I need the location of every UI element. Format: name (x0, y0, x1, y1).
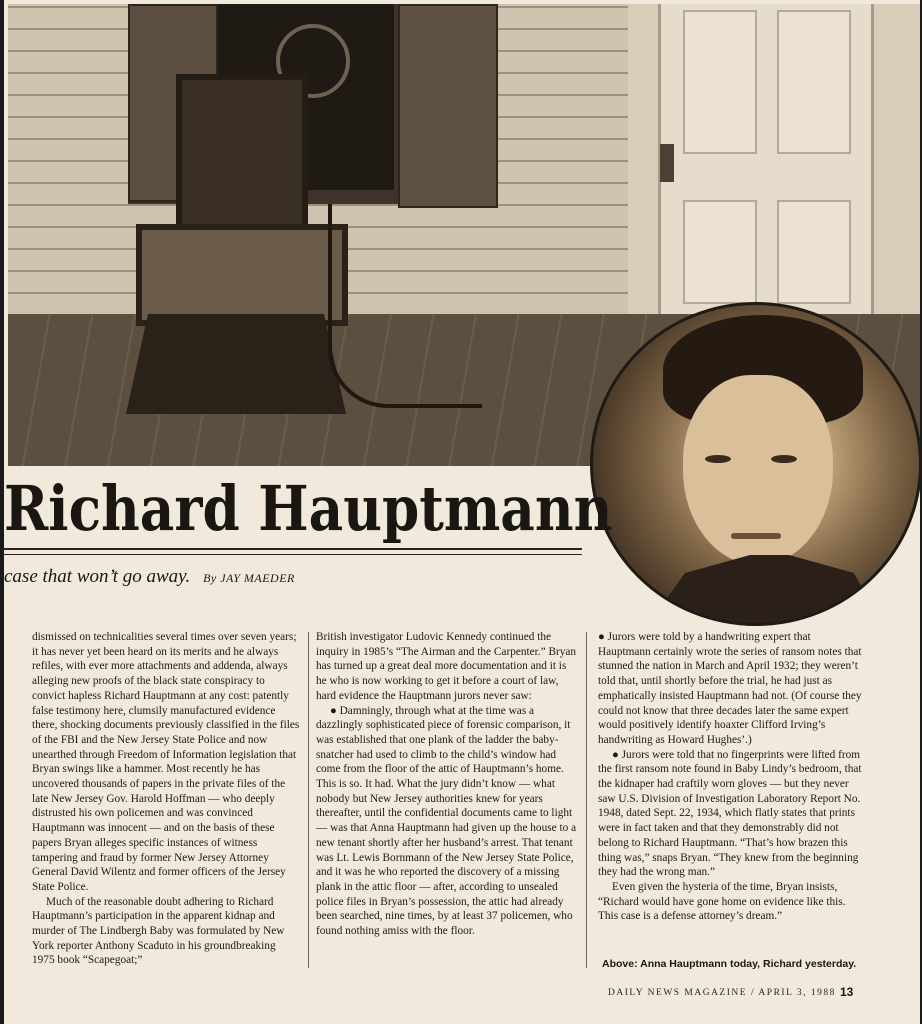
headline-rule (4, 548, 582, 550)
page-footer: DAILY NEWS MAGAZINE / APRIL 3, 1988 (608, 988, 836, 998)
headline: Richard Hauptmann (4, 472, 613, 545)
paragraph: dismissed on technicalities several times over seven years; it has never yet been heard on its merits and he always refiles, with ever more attachments and addenda, always alleging new proofs of the black state conspiracy to convict hapless Richard Hauptmann at any cost: patently false testimony here, clumsily manufactured evidence there, shocking documents previously classified in the files of the FBI and the New Jersey State Police and now unearthed through Freedom of Information legislation that Bryan swings like a hammer. Most recently he has uncovered thousands of papers in the private files of the late New Jersey Gov. Harold Hoffman — who deeply distrusted his own policemen and was convinced Hauptmann was innocent — and on the basis of these papers Bryan alleges specific instances of witness tampering and fraud by former New Jersey Attorney General David Wilentz and former officers of the Jersey State Police. (32, 631, 300, 893)
article-column-3 (598, 630, 866, 924)
hauptmann-portrait (590, 302, 920, 626)
photo-caption: Above: Anna Hauptmann today, Richard yesterday. (602, 958, 857, 970)
subhead (4, 566, 295, 588)
paragraph: British investigator Ludovic Kennedy continued the inquiry in 1985’s “The Airman and the Carpenter.” Bryan has turned up a great deal more documentation and it is he who is now working to get it before a court of law, hard evidence the Hauptmann jurors never saw: (316, 631, 577, 702)
magazine-page (4, 0, 920, 1024)
paragraph: ● Damningly, through what at the time was a dazzlingly sophisticated piece of forensic comparison, it was established that one plank of the ladder the baby-snatcher had used to climb to the child’s window had come from the floor of the attic of Hauptmann’s home. This is so. It had. What the jury didn’t know — what nobody but New Jersey authorities knew for years thereafter, until the confidential documents came to light — was that Anna Hauptmann had given up the house to a new tenant shortly after her husband’s arrest. That tenant was Lt. Lewis Bornmann of the New Jersey State Police, and it was he who reported the discovery of a missing plank in the attic floor — after, according to unsealed police files in Bryan’s possession, the attic had already been searched, nine times, by at least 37 policemen, who found nothing amiss with the floor. (316, 704, 577, 938)
page-number: 13 (840, 985, 854, 999)
column-divider (586, 632, 587, 968)
column-divider (308, 632, 309, 968)
electric-chair (126, 74, 346, 424)
article-column-1 (32, 630, 300, 968)
subhead-text: case that won’t go away. (4, 566, 191, 587)
paragraph: Much of the reasonable doubt adhering to Richard Hauptmann’s participation in the apparent kidnap and murder of The Lindbergh Baby was formulated by New York reporter Anthony Scaduto in his groundbreaking 1975 book “Scapegoat;” (32, 895, 285, 967)
headline-rule-thin (4, 554, 582, 555)
door (658, 4, 874, 324)
paragraph: Even given the hysteria of the time, Bryan insists, “Richard would have gone home on evidence like this. This case is a defense attorney’s dream.” (598, 880, 846, 923)
paragraph: ● Jurors were told by a handwriting expert that Hauptmann certainly wrote the series of ransom notes that stunned the nation in March and April 1932; they weren’t told that, until shortly before the trial, he had just as emphatically insisted Hauptmann had not. (Of course they could not know that three decades later the same expert would positively identify hoaxter Clifford Irving’s handwriting as Howard Hughes’.) (598, 631, 862, 746)
byline: By JAY MAEDER (203, 571, 295, 585)
article-column-2 (316, 630, 578, 939)
paragraph: ● Jurors were told that no fingerprints were lifted from the first ransom note found in Baby Lindy’s bedroom, that the kidnaper had craftily worn gloves — but they never saw U.S. Division of Investigation Laboratory Report No. 1948, dated Sept. 22, 1934, which flatly states that prints were in fact taken and that they demonstrably did not belong to Richard Hauptmann. “That’s how brazen this thing was,” snaps Bryan. “They knew from the beginning they had the wrong man.” (598, 748, 862, 879)
